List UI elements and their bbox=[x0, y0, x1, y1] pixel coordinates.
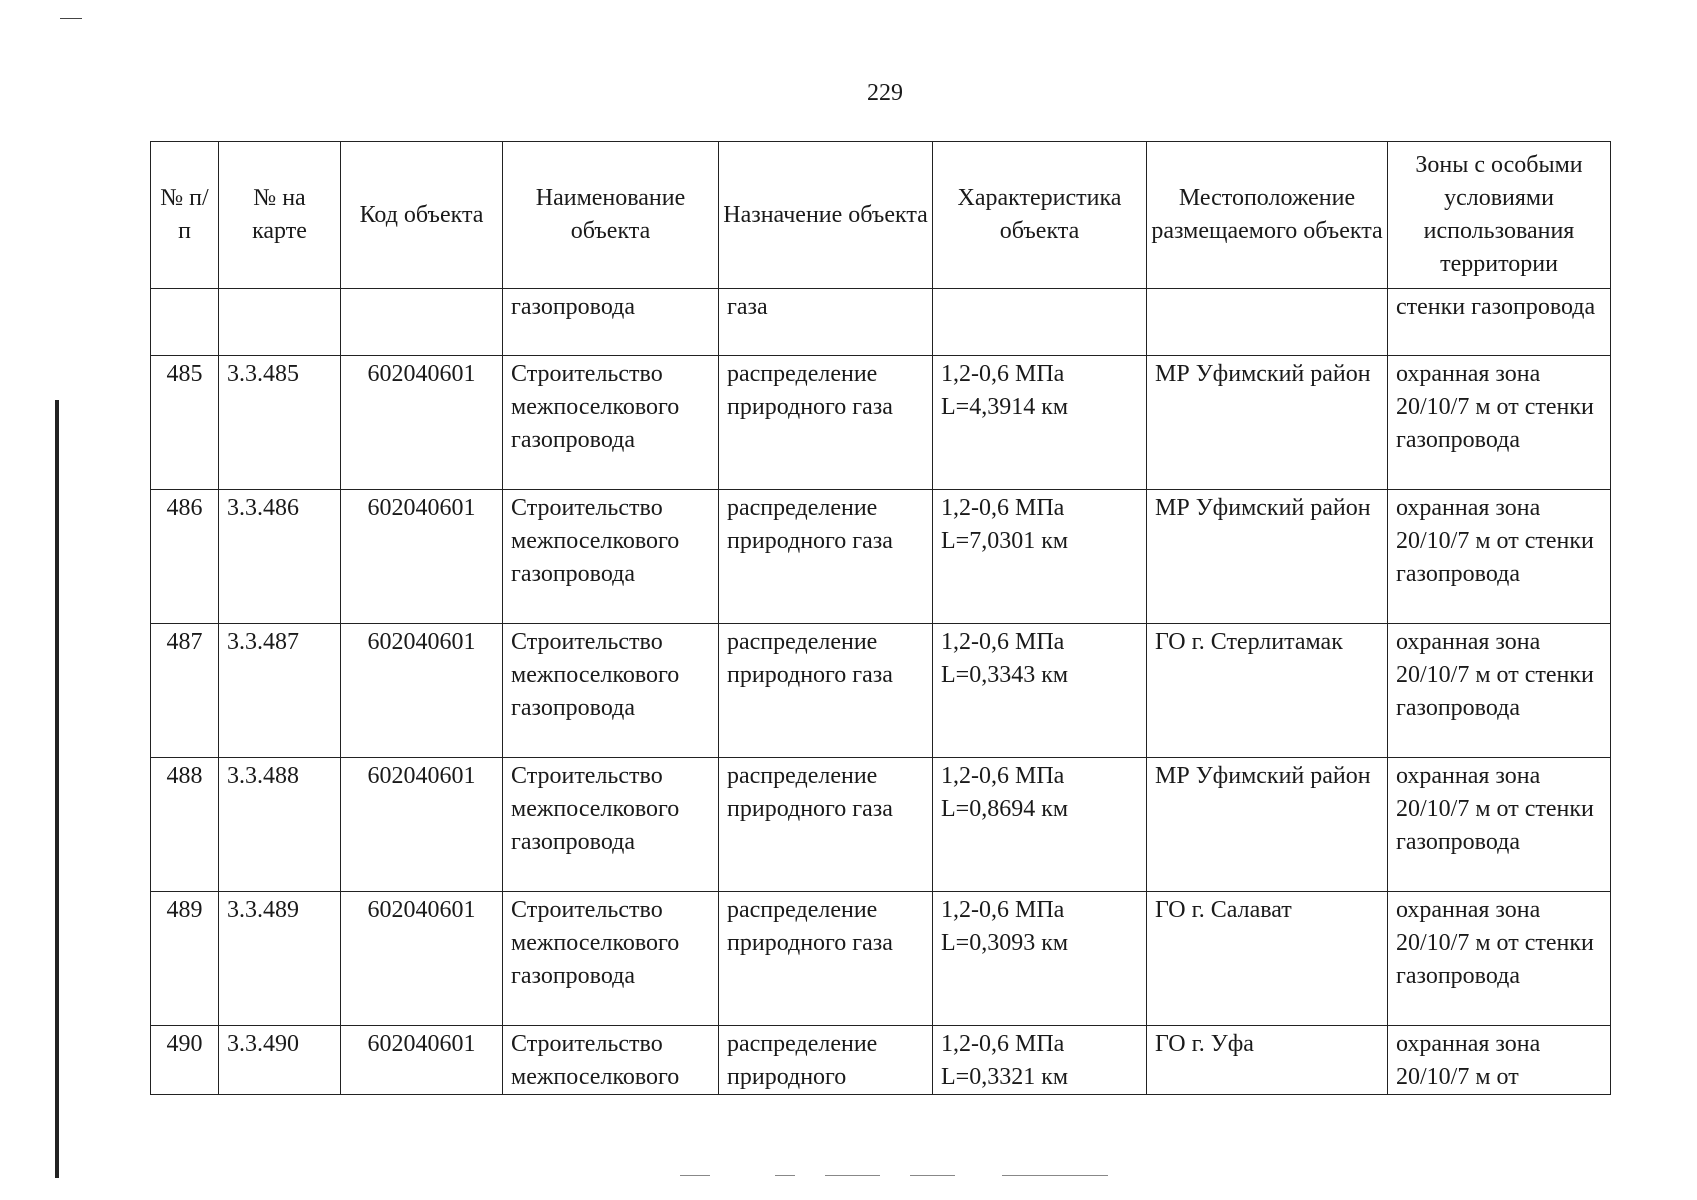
header-map-number: № на карте bbox=[219, 142, 341, 289]
cell-object-characteristic: 1,2-0,6 МПа L=0,3343 км bbox=[933, 624, 1147, 758]
table-row bbox=[151, 356, 1611, 490]
cell-object-characteristic: 1,2-0,6 МПа L=4,3914 км bbox=[933, 356, 1147, 490]
cell-row-number: 488 bbox=[151, 758, 219, 892]
cell-object-characteristic: 1,2-0,6 МПа L=0,8694 км bbox=[933, 758, 1147, 892]
cell-map-number bbox=[219, 289, 341, 356]
cell-map-number: 3.3.486 bbox=[219, 490, 341, 624]
header-special-zones: Зоны с особыми условиями использования территории bbox=[1388, 142, 1611, 289]
cell-object-code: 602040601 bbox=[341, 892, 503, 1026]
cell-object-purpose: распределение природного газа bbox=[719, 624, 933, 758]
cell-row-number: 486 bbox=[151, 490, 219, 624]
page-number: 229 bbox=[867, 80, 903, 106]
cell-row-number: 490 bbox=[151, 1026, 219, 1095]
scan-margin-bar bbox=[55, 400, 59, 1178]
cell-object-name: Строительство межпоселкового газопровода bbox=[503, 892, 719, 1026]
header-row-number: № п/п bbox=[151, 142, 219, 289]
cell-object-location: МР Уфимский район bbox=[1147, 758, 1388, 892]
cell-special-zones: охранная зона 20/10/7 м от стенки газопровода bbox=[1388, 892, 1611, 1026]
cell-row-number bbox=[151, 289, 219, 356]
cell-map-number: 3.3.490 bbox=[219, 1026, 341, 1095]
cell-object-name: Строительство межпоселкового газопровода bbox=[503, 490, 719, 624]
cell-row-number: 485 bbox=[151, 356, 219, 490]
objects-table bbox=[150, 141, 1611, 1095]
cell-object-location: МР Уфимский район bbox=[1147, 356, 1388, 490]
header-object-code: Код объекта bbox=[341, 142, 503, 289]
scan-mark-top bbox=[60, 18, 82, 19]
cell-special-zones: стенки газопровода bbox=[1388, 289, 1611, 356]
cell-object-purpose: распределение природного газа bbox=[719, 892, 933, 1026]
cell-object-code: 602040601 bbox=[341, 758, 503, 892]
cell-object-location: ГО г. Уфа bbox=[1147, 1026, 1388, 1095]
cell-object-characteristic: 1,2-0,6 МПа L=7,0301 км bbox=[933, 490, 1147, 624]
cell-object-characteristic: 1,2-0,6 МПа L=0,3321 км bbox=[933, 1026, 1147, 1095]
cell-object-name: Строительство межпоселкового газопровода bbox=[503, 758, 719, 892]
cell-object-characteristic: 1,2-0,6 МПа L=0,3093 км bbox=[933, 892, 1147, 1026]
cell-object-purpose: газа bbox=[719, 289, 933, 356]
cell-object-location bbox=[1147, 289, 1388, 356]
cell-object-code bbox=[341, 289, 503, 356]
header-object-characteristic: Характеристика объекта bbox=[933, 142, 1147, 289]
cell-object-location: ГО г. Стерлитамак bbox=[1147, 624, 1388, 758]
header-object-purpose: Назначение объекта bbox=[719, 142, 933, 289]
cell-row-number: 489 bbox=[151, 892, 219, 1026]
cell-object-code: 602040601 bbox=[341, 356, 503, 490]
table-row bbox=[151, 1026, 1611, 1095]
table-header-row bbox=[151, 142, 1611, 289]
cell-map-number: 3.3.487 bbox=[219, 624, 341, 758]
cell-map-number: 3.3.485 bbox=[219, 356, 341, 490]
header-object-name: Наименование объекта bbox=[503, 142, 719, 289]
cell-object-name: газопровода bbox=[503, 289, 719, 356]
cell-special-zones: охранная зона 20/10/7 м от стенки газопровода bbox=[1388, 624, 1611, 758]
cell-object-name: Строительство межпоселкового bbox=[503, 1026, 719, 1095]
cell-special-zones: охранная зона 20/10/7 м от bbox=[1388, 1026, 1611, 1095]
cell-object-purpose: распределение природного bbox=[719, 1026, 933, 1095]
table-row bbox=[151, 624, 1611, 758]
cell-object-purpose: распределение природного газа bbox=[719, 490, 933, 624]
cell-object-location: ГО г. Салават bbox=[1147, 892, 1388, 1026]
cell-special-zones: охранная зона 20/10/7 м от стенки газопровода bbox=[1388, 356, 1611, 490]
cell-row-number: 487 bbox=[151, 624, 219, 758]
cell-object-characteristic bbox=[933, 289, 1147, 356]
header-object-location: Местоположение размещаемого объекта bbox=[1147, 142, 1388, 289]
cell-object-purpose: распределение природного газа bbox=[719, 758, 933, 892]
cell-object-location: МР Уфимский район bbox=[1147, 490, 1388, 624]
scan-marks-bottom bbox=[680, 1175, 1110, 1177]
cell-object-name: Строительство межпоселкового газопровода bbox=[503, 356, 719, 490]
cell-object-name: Строительство межпоселкового газопровода bbox=[503, 624, 719, 758]
table-row bbox=[151, 758, 1611, 892]
cell-object-purpose: распределение природного газа bbox=[719, 356, 933, 490]
cell-object-code: 602040601 bbox=[341, 490, 503, 624]
cell-object-code: 602040601 bbox=[341, 1026, 503, 1095]
cell-special-zones: охранная зона 20/10/7 м от стенки газопровода bbox=[1388, 490, 1611, 624]
table-row bbox=[151, 490, 1611, 624]
cell-map-number: 3.3.489 bbox=[219, 892, 341, 1026]
cell-map-number: 3.3.488 bbox=[219, 758, 341, 892]
cell-object-code: 602040601 bbox=[341, 624, 503, 758]
cell-special-zones: охранная зона 20/10/7 м от стенки газопровода bbox=[1388, 758, 1611, 892]
table-row-continuation bbox=[151, 289, 1611, 356]
table-row bbox=[151, 892, 1611, 1026]
